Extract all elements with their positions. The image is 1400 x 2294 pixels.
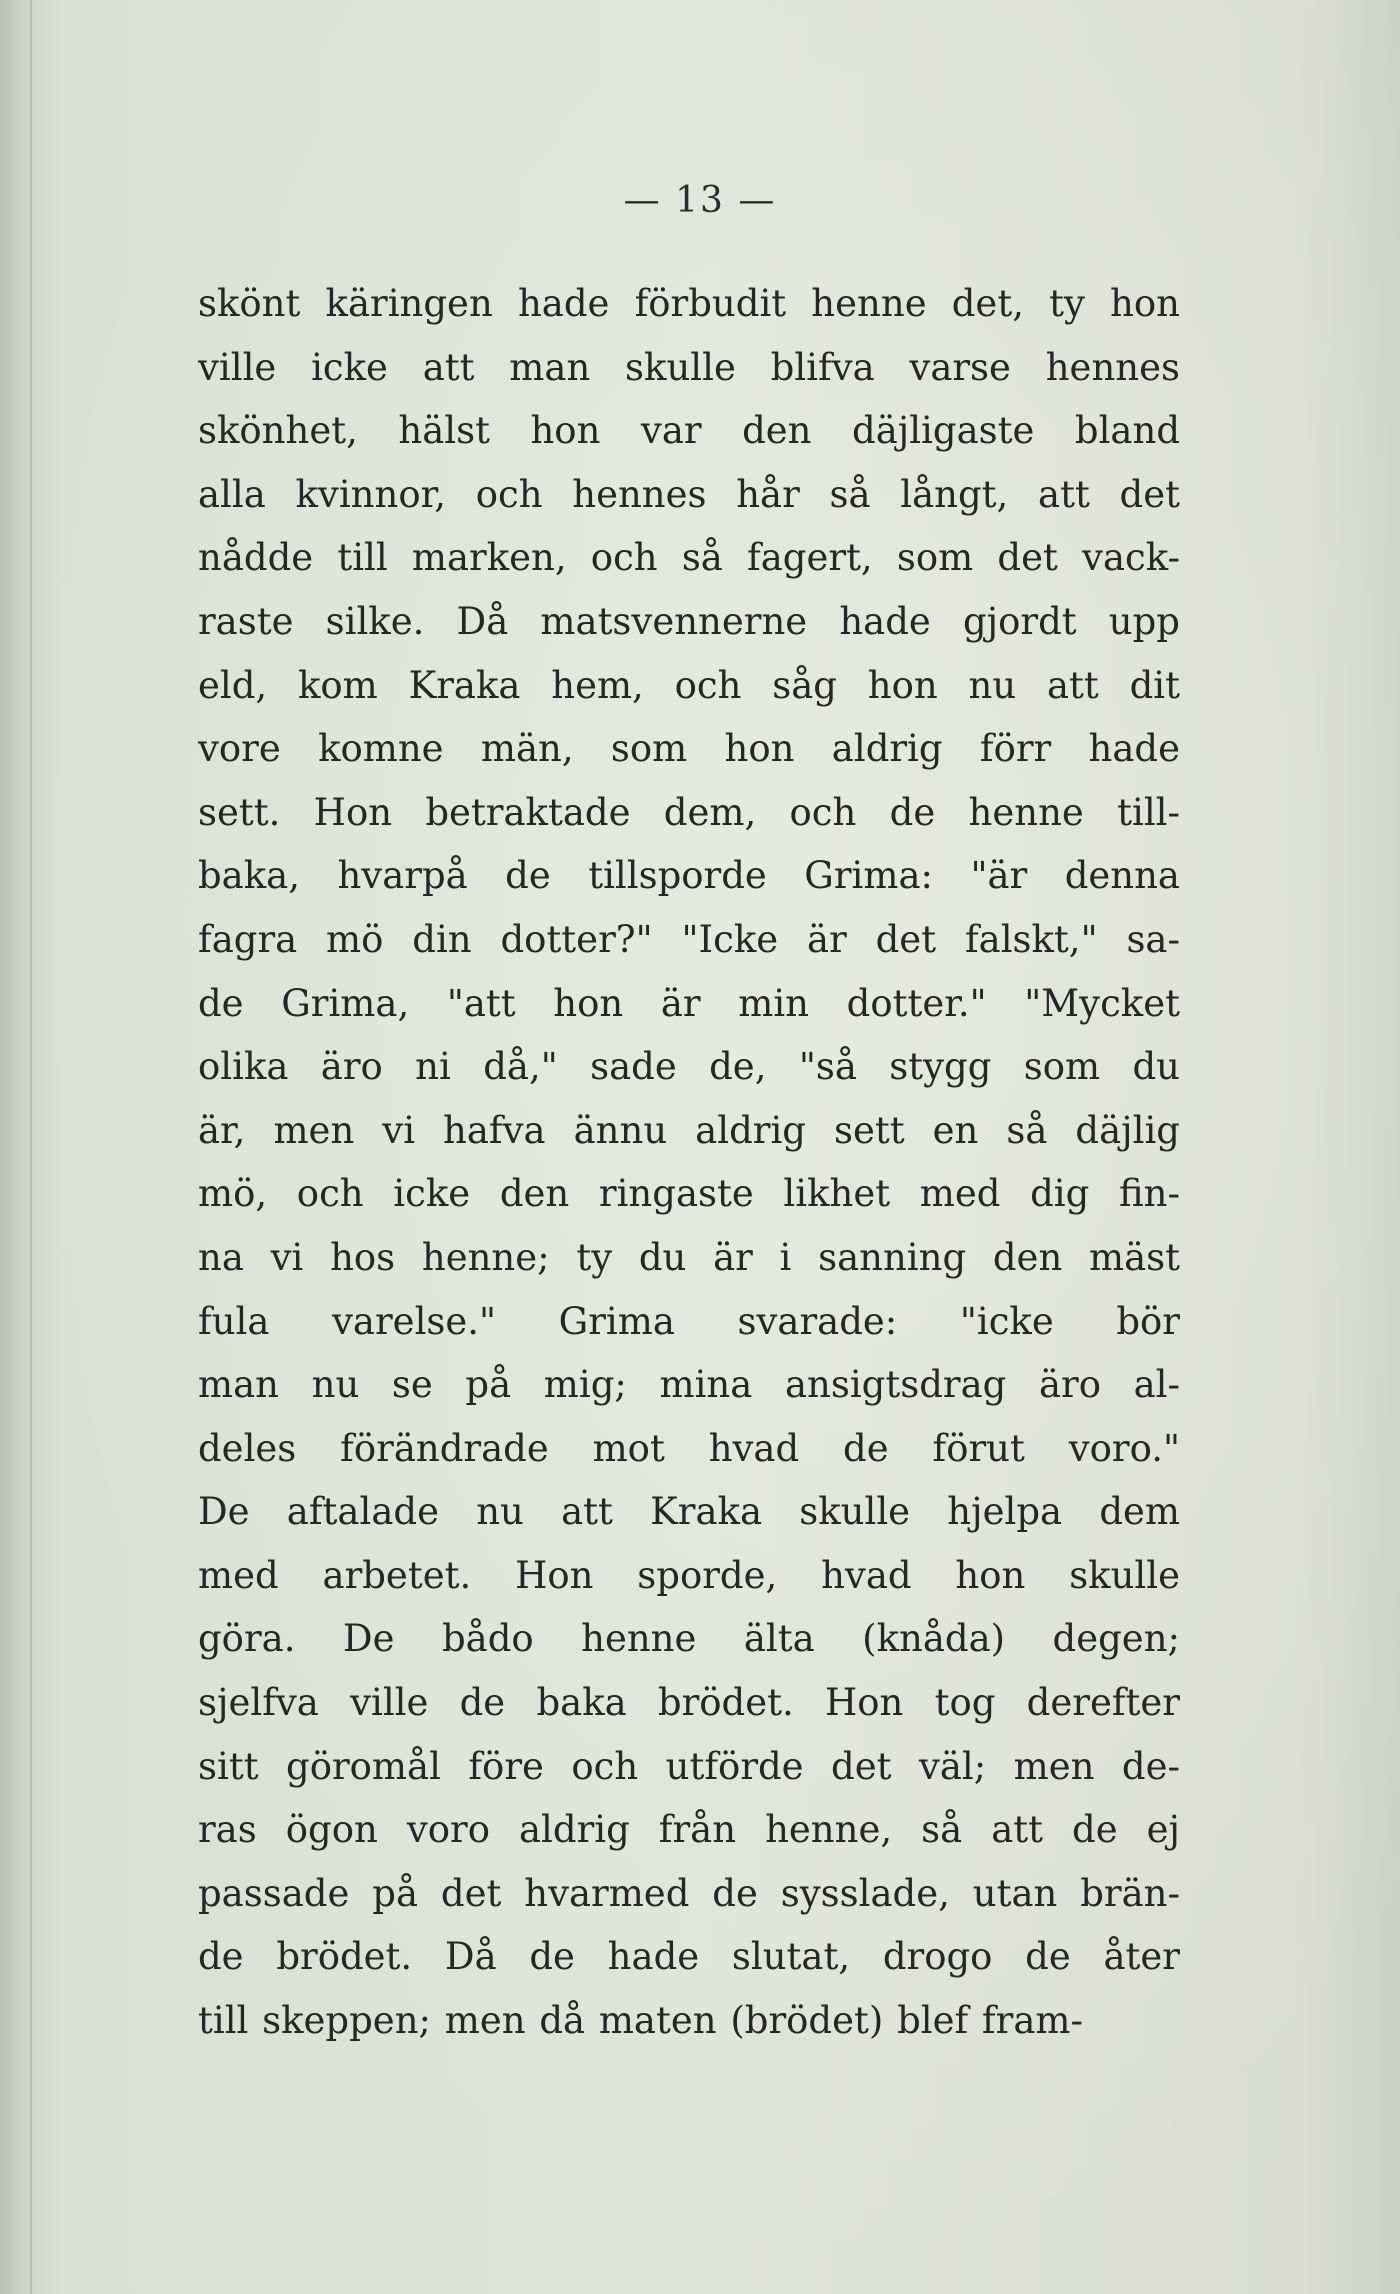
text-line: alla kvinnor, och hennes hår så långt, att det [198,472,1180,516]
text-line: sitt göromål före och utförde det väl; men de- [198,1744,1180,1788]
text-line: nådde till marken, och så fagert, som det vack- [198,536,1180,580]
text-line: eld, kom Kraka hem, och såg hon nu att dit [198,663,1180,707]
text-line: de brödet. Då de hade slutat, drogo de åter [198,1935,1180,1979]
text-line: raste silke. Då matsvennerne hade gjordt upp [198,599,1180,643]
text-line: na vi hos henne; ty du är i sanning den mäst [198,1235,1180,1279]
text-line: med arbetet. Hon sporde, hvad hon skulle [198,1553,1180,1597]
text-line: de Grima, "att hon är min dotter." "Mycket [198,981,1180,1025]
text-line: vore komne män, som hon aldrig förr hade [198,727,1180,771]
text-line: sjelfva ville de baka brödet. Hon tog derefter [198,1681,1180,1725]
text-line: till skeppen; men då maten (brödet) blef fram- [198,1999,1083,2043]
body-text [198,272,1180,2053]
text-line: är, men vi hafva ännu aldrig sett en så däjlig [198,1108,1180,1152]
text-line: skönhet, hälst hon var den däjligaste bland [198,409,1180,453]
text-line: olika äro ni då," sade de, "så stygg som du [198,1045,1180,1089]
text-line: ras ögon voro aldrig från henne, så att de ej [198,1808,1180,1852]
text-line: fula varelse." Grima svarade: "icke bör [198,1299,1180,1343]
text-line: De aftalade nu att Kraka skulle hjelpa dem [198,1490,1180,1534]
text-line: skönt käringen hade förbudit henne det, ty hon [198,282,1180,325]
text-line: baka, hvarpå de tillsporde Grima: "är denna [198,854,1180,898]
text-line: mö, och icke den ringaste likhet med dig fin- [198,1172,1180,1216]
text-line: fagra mö din dotter?" "Icke är det falskt," sa- [198,917,1180,961]
text-line: man nu se på mig; mina ansigtsdrag äro al- [198,1363,1180,1407]
text-line: ville icke att man skulle blifva varse hennes [198,345,1180,389]
text-line: göra. De bådo henne älta (knåda) degen; [198,1617,1180,1661]
text-line: sett. Hon betraktade dem, och de henne till- [198,790,1180,834]
page-number-header: — 13 — [623,180,777,221]
text-line: deles förändrade mot hvad de förut voro." [198,1426,1180,1470]
text-line: passade på det hvarmed de sysslade, utan brän- [198,1871,1180,1915]
